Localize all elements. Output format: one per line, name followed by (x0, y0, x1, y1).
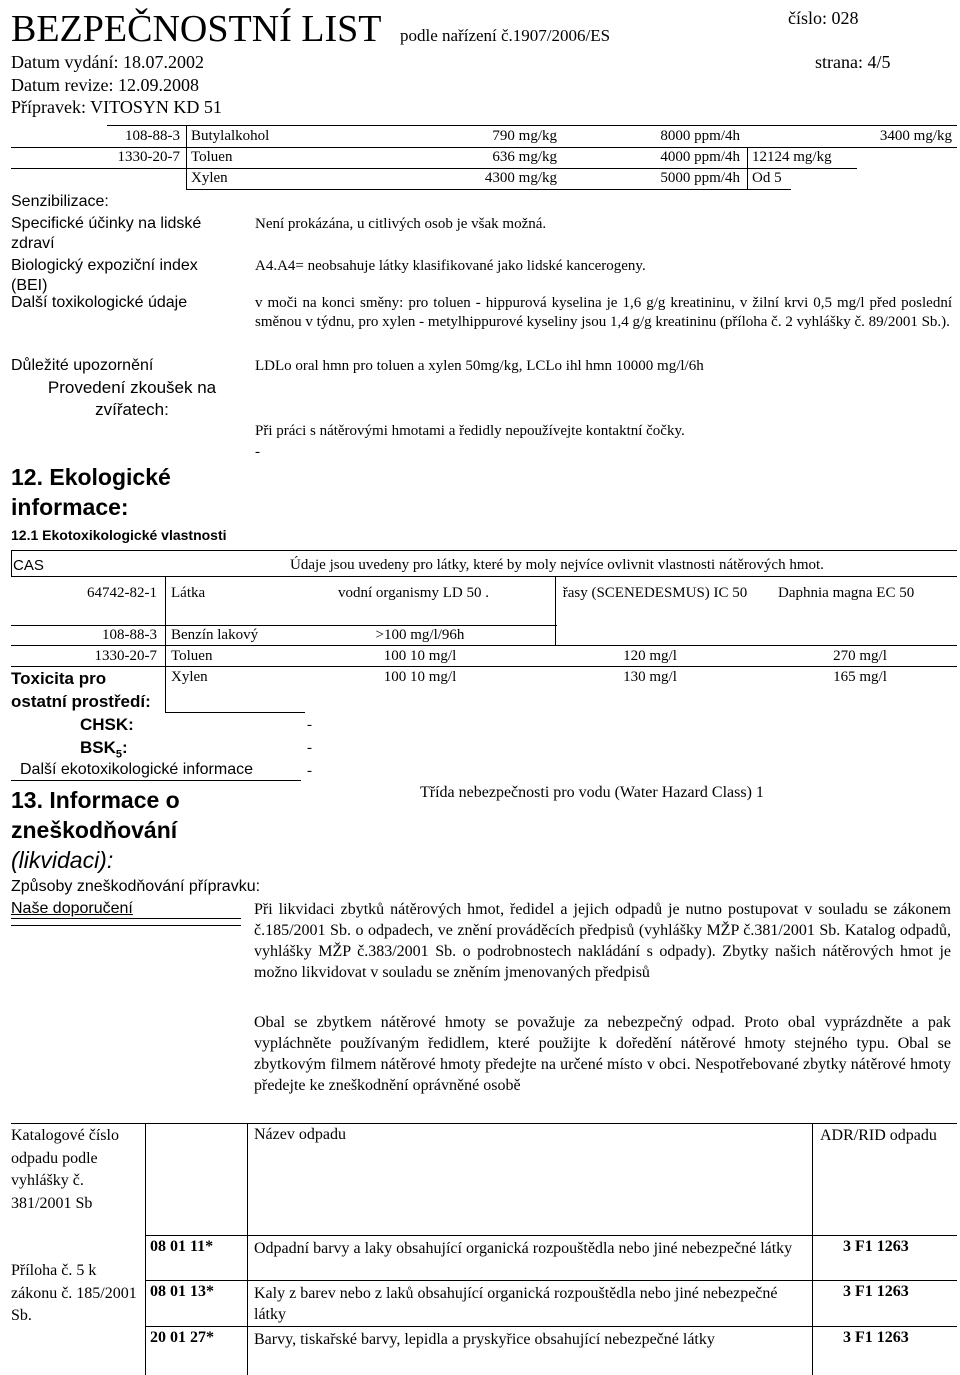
bsk-text: BSK (80, 738, 116, 757)
eco-note: Údaje jsou uvedeny pro látky, které by moly nejvíce ovlivnit vlastnosti nátěrových hmot. (290, 557, 824, 573)
document-number: číslo: 028 (788, 8, 859, 28)
table-cell: 270 mg/l (833, 648, 887, 664)
other-eco-value: - (307, 763, 312, 779)
table-cell: 100 10 mg/l (383, 669, 457, 685)
table-cell: 3400 mg/kg (879, 128, 952, 144)
table-cell: 100 10 mg/l (383, 648, 457, 664)
section-13-heading-line2: zneškodňování (11, 817, 178, 843)
table-cell: Butylalkohol (191, 128, 270, 144)
table-cell: Látka (171, 585, 206, 601)
section-13-heading-line3: (likvidaci): (11, 847, 114, 873)
bei-label: Biologický expoziční index (BEI) (11, 257, 198, 294)
table-cell: 636 mg/kg (492, 149, 557, 165)
dash-value: - (255, 444, 260, 460)
recommendation-label: Naše doporučení (11, 900, 133, 917)
section-12-1-heading: 12.1 Ekotoxikologické vlastnosti (11, 527, 227, 543)
waste-name: Barvy, tiskařské barvy, lepidla a pryskyřice obsahující nebezpečné látky (254, 1331, 715, 1348)
animal-tests-label: Provedení zkoušek na zvířatech: (47, 378, 217, 419)
bei-value: A4.A4= neobsahuje látky klasifikované jako lidské kancerogeny. (255, 258, 646, 274)
table-cell: 108-88-3 (102, 627, 157, 643)
document-title: BEZPEČNOSTNÍ LIST (11, 8, 382, 50)
specific-effects-value: Není prokázána, u citlivých osob je však možná. (255, 216, 547, 232)
other-tox-value: v moči na konci směny: pro toluen - hippurová kyselina je 1,6 g/g kreatininu, v žilní krvi 0,5 mg/l před poslední směnou v týdnu, pro xylen - metylhippurové kyseliny jsou 1,4 g/g kreatininu (příloha č. 2 vyhlášky č. 89/2001 Sb.). (255, 295, 952, 330)
chsk-label: CHSK: (80, 715, 134, 734)
table-cell: řasy (SCENEDESMUS) IC 50 (562, 585, 748, 601)
table-cell: Toluen (191, 149, 233, 165)
waste-adr: 3 F1 1263 (843, 1329, 909, 1346)
table-cell: Xylen (191, 170, 228, 186)
regulation-note: podle nařízení č.1907/2006/ES (400, 26, 611, 45)
toxicity-other-label: Toxicita pro ostatní prostředí: (11, 669, 151, 711)
important-value: LDLo oral hmn pro toluen a xylen 50mg/kg, LCLo ihl hmn 10000 mg/l/6h (255, 358, 704, 374)
chsk-value: - (307, 717, 312, 733)
table-cell: 4000 ppm/4h (660, 149, 740, 165)
table-cell: 12124 mg/kg (752, 149, 832, 165)
table-cell: Toluen (171, 648, 213, 664)
bsk-colon: : (122, 738, 128, 757)
revision-date: Datum revize: 12.09.2008 (11, 75, 199, 95)
table-cell: 108-88-3 (125, 128, 180, 144)
bsk-value: - (307, 740, 312, 756)
table-cell: 790 mg/kg (492, 128, 557, 144)
table-cell: 1330-20-7 (117, 149, 180, 165)
table-cell: 4300 mg/kg (484, 170, 557, 186)
specific-effects-label: Specifické účinky na lidské zdraví (11, 215, 202, 252)
disposal-methods-label: Způsoby zneškodňování přípravku: (11, 878, 261, 895)
waste-name: Kaly z barev nebo z laků obsahující organická rozpouštědla nebo jiné nebezpečné látky (254, 1285, 778, 1323)
bsk-subscript: 5 (115, 748, 123, 761)
page-number: strana: 4/5 (815, 52, 891, 72)
catalog-number-label: Katalogové číslo odpadu podle vyhlášky č. 381/2001 Sb (11, 1127, 119, 1212)
other-tox-label: Další toxikologické údaje (11, 294, 188, 311)
contact-lens-note: Při práci s nátěrovými hmotami a ředidly nepoužívejte kontaktní čočky. (255, 423, 685, 439)
table-cell: Xylen (171, 669, 208, 685)
table-cell: 1330-20-7 (94, 648, 157, 664)
waste-code: 20 01 27* (150, 1329, 214, 1346)
annex-label: Příloha č. 5 k zákonu č. 185/2001 Sb. (11, 1262, 137, 1324)
water-hazard-class: Třída nebezpečnosti pro vodu (Water Hazard Class) 1 (420, 784, 764, 801)
table-cell: 165 mg/l (833, 669, 887, 685)
table-cell: Daphnia magna EC 50 (778, 585, 915, 601)
adr-rid-header: ADR/RID odpadu (820, 1127, 937, 1144)
other-eco-label: Další ekotoxikologické informace (20, 761, 253, 778)
waste-adr: 3 F1 1263 (843, 1283, 909, 1300)
waste-code: 08 01 11* (150, 1238, 214, 1255)
product-name: Přípravek: VITOSYN KD 51 (11, 97, 222, 117)
sensitization-label: Senzibilizace: (11, 193, 109, 210)
table-cell: 5000 ppm/4h (660, 170, 740, 186)
section-12-heading: 12. Ekologické informace: (11, 464, 171, 520)
table-cell: Benzín lakový (171, 627, 259, 643)
important-label: Důležité upozornění (11, 357, 154, 374)
waste-name: Odpadní barvy a laky obsahující organická rozpouštědla nebo jiné nebezpečné látky (254, 1240, 793, 1257)
cas-label: CAS (13, 557, 44, 574)
packaging-paragraph: Obal se zbytkem nátěrové hmoty se považuje za nebezpečný odpad. Proto obal vyprázdněte a pak vypláchněte používaným ředidlem, které použijte k doředění nátěrové hmoty stejného typu. Obal se zbytkovým filmem nátěrové hmoty předejte na určené místo v obci. Nespotřebované zbytky nátěrové hmoty předejte ke zneškodnění oprávněné osobě (254, 1014, 951, 1094)
issue-date: Datum vydání: 18.07.2002 (11, 52, 204, 72)
waste-name-header: Název odpadu (254, 1126, 346, 1143)
waste-adr: 3 F1 1263 (843, 1238, 909, 1255)
table-cell: 8000 ppm/4h (660, 128, 740, 144)
table-cell: 130 mg/l (623, 669, 677, 685)
table-cell: Od 5 (752, 170, 782, 186)
waste-code: 08 01 13* (150, 1283, 214, 1300)
disposal-paragraph: Při likvidaci zbytků nátěrových hmot, ředidel a jejich odpadů je nutno postupovat v souladu se zákonem č.185/2001 Sb. o odpadech, ve znění prováděcích předpisů (vyhlášky MŽP č.381/2001 Sb. Katalog odpadů, vyhlášky MŽP č.383/2001 Sb. o podrobnostech nakládání s odpady). Zbytky našich nátěrových hmot je možno likvidovat v souladu se zněním jmenovaných předpisů (254, 901, 951, 981)
table-cell: 120 mg/l (623, 648, 677, 664)
table-cell: 64742-82-1 (87, 585, 157, 601)
section-13-heading: 13. Informace o (11, 787, 180, 813)
table-cell: vodní organismy LD 50 . (338, 585, 489, 601)
table-cell: >100 mg/l/96h (375, 627, 465, 643)
